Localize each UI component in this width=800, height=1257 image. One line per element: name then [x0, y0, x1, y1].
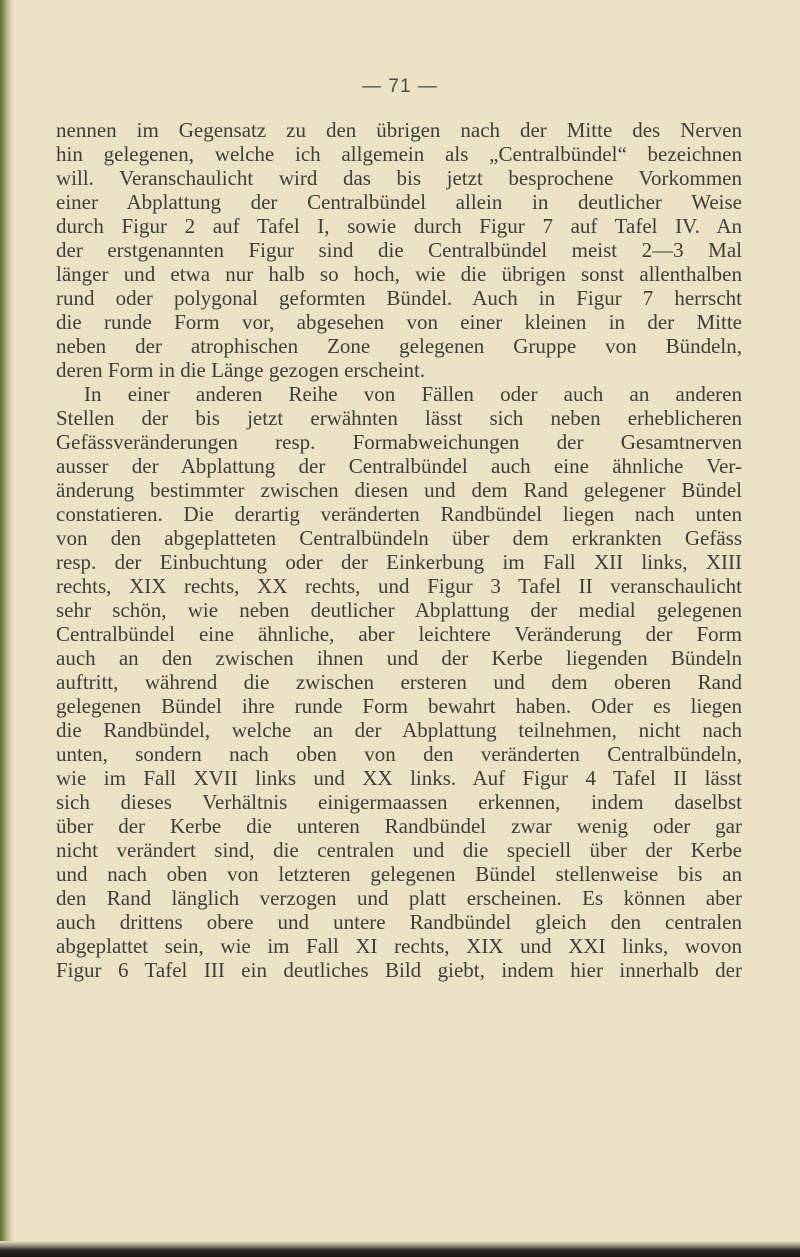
text-line: auftritt, während die zwischen ersteren und dem oberen Rand — [56, 670, 742, 694]
text-line: resp. der Einbuchtung oder der Einkerbung im Fall XII links, XIII — [56, 550, 742, 574]
page-number: — 71 — — [362, 76, 438, 97]
text-line: den Rand länglich verzogen und platt erscheinen. Es können aber — [56, 886, 742, 910]
text-line: und nach oben von letzteren gelegenen Bündel stellenweise bis an — [56, 862, 742, 886]
page-bottom-edge — [0, 1241, 800, 1257]
text-line: constatieren. Die derartig veränderten Randbündel liegen nach unten — [56, 502, 742, 526]
book-binding-edge — [0, 0, 14, 1257]
text-line: rund oder polygonal geformten Bündel. Auch in Figur 7 herrscht — [56, 286, 742, 310]
text-line: nennen im Gegensatz zu den übrigen nach der Mitte des Nerven — [56, 118, 742, 142]
text-line: hin gelegenen, welche ich allgemein als „Centralbündel“ bezeichnen — [56, 142, 742, 166]
text-line: rechts, XIX rechts, XX rechts, und Figur 3 Tafel II veranschaulicht — [56, 574, 742, 598]
text-line: auch drittens obere und untere Randbündel gleich den centralen — [56, 910, 742, 934]
text-line: will. Veranschaulicht wird das bis jetzt besprochene Vorkommen — [56, 166, 742, 190]
text-line: auch an den zwischen ihnen und der Kerbe liegenden Bündeln — [56, 646, 742, 670]
text-line: über der Kerbe die unteren Randbündel zwar wenig oder gar — [56, 814, 742, 838]
text-line: der erstgenannten Figur sind die Centralbündel meist 2—3 Mal — [56, 238, 742, 262]
text-line: ausser der Abplattung der Centralbündel auch eine ähnliche Ver- — [56, 454, 742, 478]
text-line: Gefässveränderungen resp. Formabweichungen der Gesamtnerven — [56, 430, 742, 454]
text-line: durch Figur 2 auf Tafel I, sowie durch Figur 7 auf Tafel IV. An — [56, 214, 742, 238]
text-line: deren Form in die Länge gezogen erscheint. — [56, 358, 426, 382]
text-line: neben der atrophischen Zone gelegenen Gruppe von Bündeln, — [56, 334, 742, 358]
text-line: sehr schön, wie neben deutlicher Abplattung der medial gelegenen — [56, 598, 742, 622]
text-line: Centralbündel eine ähnliche, aber leichtere Veränderung der Form — [56, 622, 742, 646]
text-line: von den abgeplatteten Centralbündeln über dem erkrankten Gefäss — [56, 526, 742, 550]
text-line: wie im Fall XVII links und XX links. Auf Figur 4 Tafel II lässt — [56, 766, 742, 790]
text-line: Stellen der bis jetzt erwähnten lässt sich neben erheblicheren — [56, 406, 742, 430]
text-line: die runde Form vor, abgesehen von einer kleinen in der Mitte — [56, 310, 742, 334]
text-line: In einer anderen Reihe von Fällen oder auch an anderen — [84, 382, 742, 406]
text-line: einer Abplattung der Centralbündel allein in deutlicher Weise — [56, 190, 742, 214]
text-line: die Randbündel, welche an der Abplattung teilnehmen, nicht nach — [56, 718, 742, 742]
text-line: unten, sondern nach oben von den veränderten Centralbündeln, — [56, 742, 742, 766]
text-line: Figur 6 Tafel III ein deutliches Bild giebt, indem hier innerhalb der — [56, 958, 742, 982]
text-line: abgeplattet sein, wie im Fall XI rechts, XIX und XXI links, wovon — [56, 934, 742, 958]
text-line: länger und etwa nur halb so hoch, wie die übrigen sonst allenthalben — [56, 262, 742, 286]
text-line: änderung bestimmter zwischen diesen und dem Rand gelegener Bündel — [56, 478, 742, 502]
text-line: nicht verändert sind, die centralen und die speciell über der Kerbe — [56, 838, 742, 862]
text-line: gelegenen Bündel ihre runde Form bewahrt haben. Oder es liegen — [56, 694, 742, 718]
text-line: sich dieses Verhältnis einigermaassen erkennen, indem daselbst — [56, 790, 742, 814]
